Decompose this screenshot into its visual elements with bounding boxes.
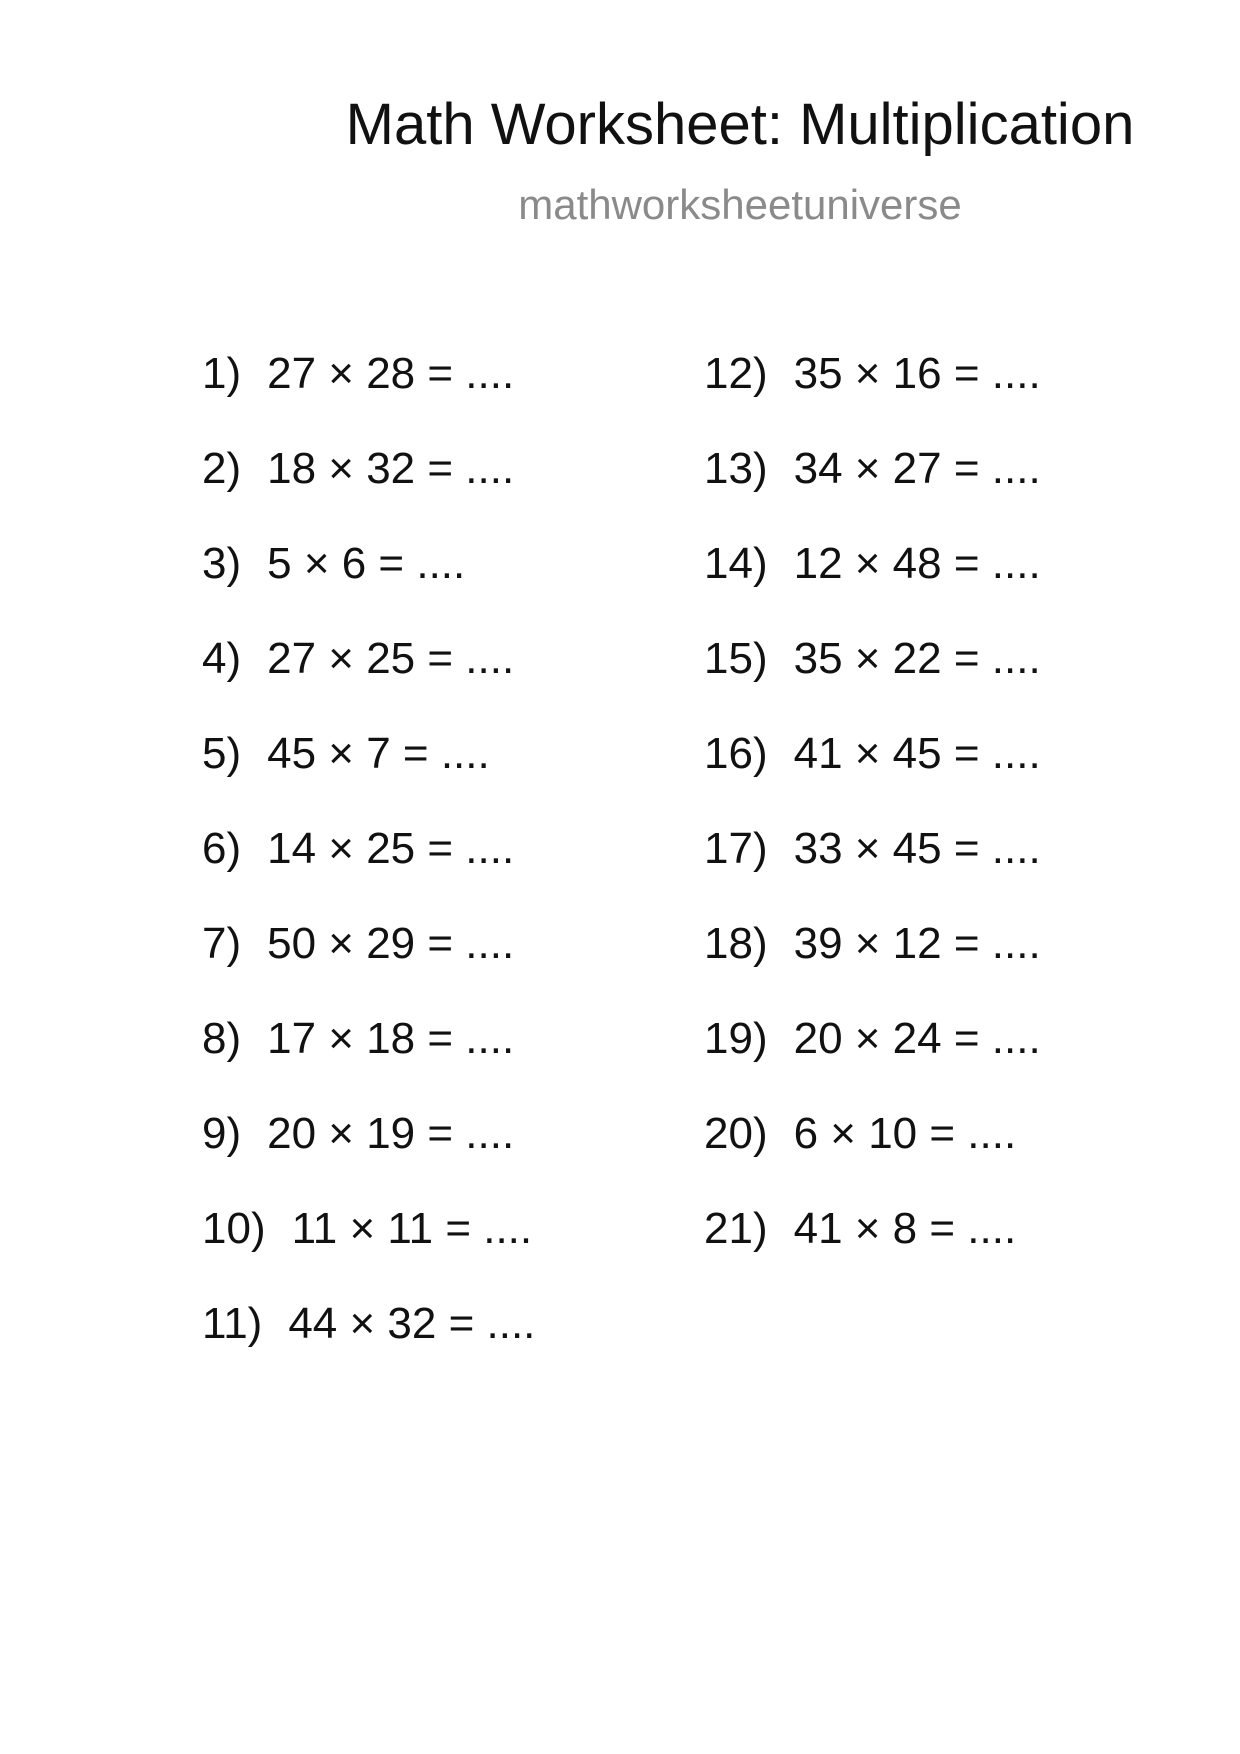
problem-number: 11) — [202, 1299, 263, 1348]
problem-number: 19) — [704, 1014, 768, 1063]
problem-expression: 39 × 12 = .... — [793, 919, 1041, 968]
problem-expression: 12 × 48 = .... — [793, 539, 1041, 588]
problem-18 — [704, 919, 1224, 1017]
problem-number: 12) — [704, 349, 768, 398]
problem-number: 9) — [202, 1109, 242, 1158]
problem-expression: 17 × 18 = .... — [267, 1014, 515, 1063]
problem-number: 4) — [202, 634, 242, 683]
problem-16 — [704, 729, 1224, 827]
problem-11 — [202, 1299, 722, 1397]
problem-number: 1) — [202, 349, 242, 398]
problem-1 — [202, 349, 722, 447]
problem-2 — [202, 444, 722, 542]
problem-expression: 41 × 8 = .... — [793, 1204, 1017, 1253]
problem-number: 16) — [704, 729, 768, 778]
problem-number: 20) — [704, 1109, 768, 1158]
problem-12 — [704, 349, 1224, 447]
problem-expression: 11 × 11 = .... — [291, 1204, 533, 1253]
problem-expression: 44 × 32 = .... — [288, 1299, 536, 1348]
problem-number: 3) — [202, 539, 242, 588]
problem-number: 8) — [202, 1014, 242, 1063]
problem-column-left — [202, 349, 722, 1397]
problem-expression: 35 × 16 = .... — [793, 349, 1041, 398]
problem-number: 13) — [704, 444, 768, 493]
problem-10 — [202, 1204, 722, 1302]
problem-expression: 27 × 28 = .... — [267, 349, 515, 398]
problem-number: 7) — [202, 919, 242, 968]
problem-number: 6) — [202, 824, 242, 873]
problem-9 — [202, 1109, 722, 1207]
problem-number: 2) — [202, 444, 242, 493]
problem-expression: 6 × 10 = .... — [793, 1109, 1017, 1158]
problem-expression: 35 × 22 = .... — [793, 634, 1041, 683]
worksheet-subtitle: mathworksheetuniverse — [518, 181, 962, 228]
problem-expression: 20 × 19 = .... — [267, 1109, 515, 1158]
problem-expression: 41 × 45 = .... — [793, 729, 1041, 778]
problem-expression: 14 × 25 = .... — [267, 824, 515, 873]
problem-expression: 45 × 7 = .... — [267, 729, 490, 778]
problem-expression: 50 × 29 = .... — [267, 919, 515, 968]
problem-19 — [704, 1014, 1224, 1112]
problem-6 — [202, 824, 722, 922]
worksheet-header — [320, 92, 1160, 228]
problem-column-right — [704, 349, 1224, 1302]
problem-4 — [202, 634, 722, 732]
problem-3 — [202, 539, 722, 637]
problem-17 — [704, 824, 1224, 922]
problem-expression: 20 × 24 = .... — [793, 1014, 1041, 1063]
problem-number: 21) — [704, 1204, 768, 1253]
problem-8 — [202, 1014, 722, 1112]
problem-expression: 33 × 45 = .... — [793, 824, 1041, 873]
problem-21 — [704, 1204, 1224, 1302]
problem-expression: 5 × 6 = .... — [267, 539, 466, 588]
problem-5 — [202, 729, 722, 827]
problem-number: 10) — [202, 1204, 266, 1253]
problem-number: 5) — [202, 729, 242, 778]
problem-number: 15) — [704, 634, 768, 683]
worksheet-title: Math Worksheet: Multiplication — [345, 92, 1135, 157]
problem-number: 18) — [704, 919, 768, 968]
problem-14 — [704, 539, 1224, 637]
problem-20 — [704, 1109, 1224, 1207]
problem-13 — [704, 444, 1224, 542]
problem-expression: 27 × 25 = .... — [267, 634, 515, 683]
problem-expression: 18 × 32 = .... — [267, 444, 515, 493]
problem-number: 14) — [704, 539, 768, 588]
problem-expression: 34 × 27 = .... — [793, 444, 1041, 493]
problem-number: 17) — [704, 824, 768, 873]
problem-15 — [704, 634, 1224, 732]
problem-7 — [202, 919, 722, 1017]
